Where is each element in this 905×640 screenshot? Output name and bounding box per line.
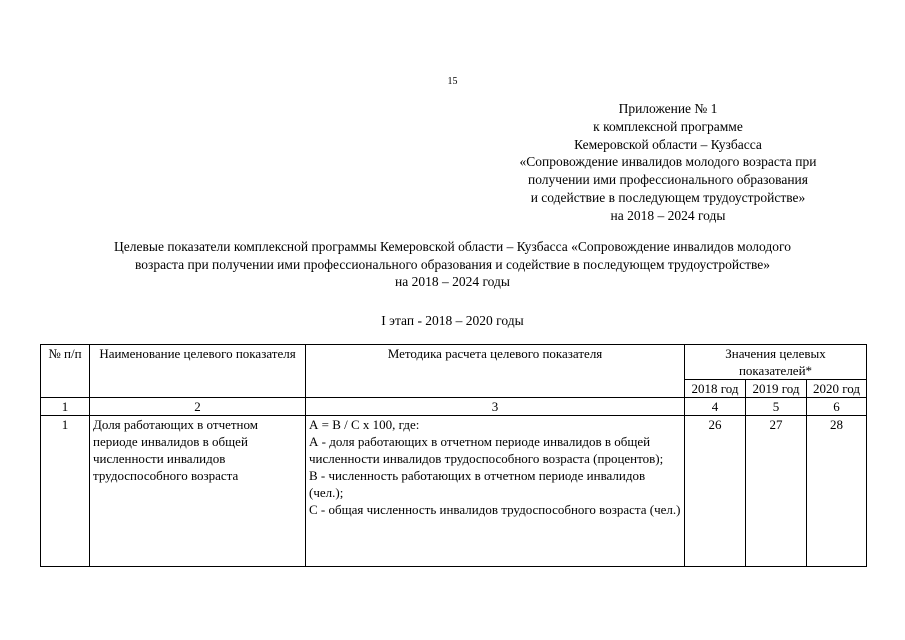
column-number: 6 bbox=[807, 398, 867, 416]
column-number: 2 bbox=[90, 398, 306, 416]
appendix-line: Приложение № 1 bbox=[618, 101, 718, 116]
method-line: В - численность работающих в отчетном периоде инвалидов (чел.); bbox=[309, 468, 646, 500]
indicator-name: Доля работающих в отчетном периоде инвалидов в общей численности инвалидов трудоспособного возраста bbox=[90, 416, 306, 567]
header-year-2018: 2018 год bbox=[685, 380, 746, 398]
header-year-2019: 2019 год bbox=[746, 380, 807, 398]
appendix-line: к комплексной программе bbox=[593, 118, 743, 134]
appendix-line: Кемеровской области – Кузбасса bbox=[574, 136, 762, 152]
column-number: 5 bbox=[746, 398, 807, 416]
header-values: Значения целевых показателей* bbox=[685, 345, 867, 380]
header-method: Методика расчета целевого показателя bbox=[306, 345, 685, 398]
value-2018: 26 bbox=[685, 416, 746, 567]
column-number: 4 bbox=[685, 398, 746, 416]
value-2019: 27 bbox=[746, 416, 807, 567]
appendix-line: и содействие в последующем трудоустройстве» bbox=[530, 189, 806, 205]
column-number-row bbox=[41, 398, 867, 416]
title-line: Целевые показатели комплексной программы Кемеровской области – Кузбасса «Сопровождение инвалидов молодого bbox=[114, 239, 791, 254]
stage-heading: I этап - 2018 – 2020 годы bbox=[381, 313, 524, 328]
header-num: № п/п bbox=[41, 345, 90, 398]
column-number: 1 bbox=[41, 398, 90, 416]
value-2020: 28 bbox=[807, 416, 867, 567]
method-line: С - общая численность инвалидов трудоспособного возраста (чел.) bbox=[309, 502, 681, 517]
appendix-block bbox=[498, 100, 838, 225]
table-row bbox=[41, 416, 867, 567]
indicators-table bbox=[40, 344, 867, 567]
method-line: А - доля работающих в отчетном периоде инвалидов в общей численности инвалидов трудоспособного возраста (процентов); bbox=[309, 434, 664, 466]
appendix-line: получении ими профессионального образования bbox=[528, 172, 808, 188]
column-number: 3 bbox=[306, 398, 685, 416]
header-row bbox=[41, 345, 867, 380]
row-number: 1 bbox=[41, 416, 90, 567]
indicator-method bbox=[306, 416, 685, 567]
page-number: 15 bbox=[447, 76, 458, 87]
document-title bbox=[40, 238, 865, 291]
appendix-line: на 2018 – 2024 годы bbox=[610, 207, 726, 223]
header-year-2020: 2020 год bbox=[807, 380, 867, 398]
title-line: на 2018 – 2024 годы bbox=[395, 274, 510, 289]
method-line: А = В / С х 100, где: bbox=[309, 417, 420, 432]
header-name: Наименование целевого показателя bbox=[90, 345, 306, 398]
appendix-line: «Сопровождение инвалидов молодого возраста при bbox=[519, 154, 817, 170]
title-line: возраста при получении ими профессионального образования и содействие в последующем трудоустройстве» bbox=[134, 256, 771, 272]
